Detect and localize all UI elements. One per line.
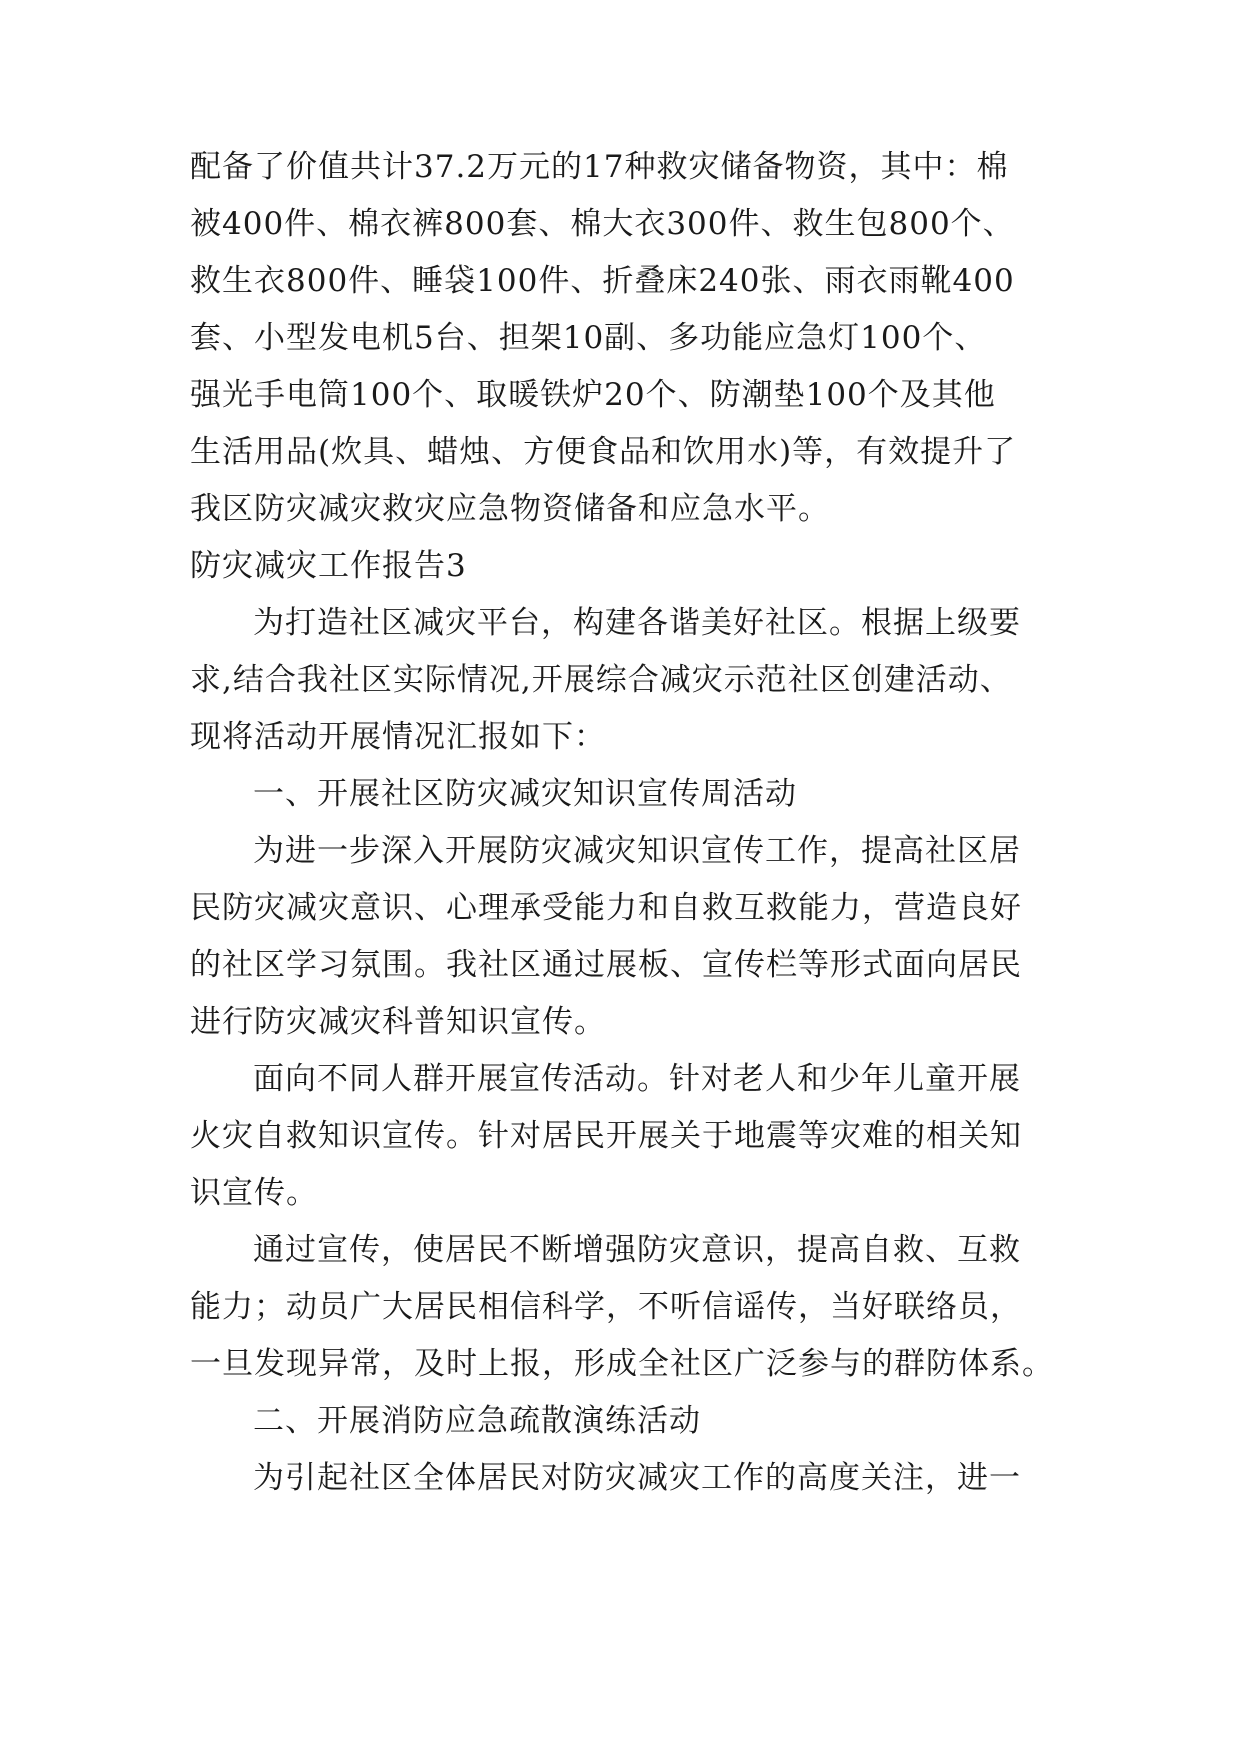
text-line: 一旦发现异常，及时上报，形成全社区广泛参与的群防体系。 <box>190 1346 1054 1382</box>
text-line: 被400件、棉衣裤800套、棉大衣300件、救生包800个、 <box>190 206 1015 242</box>
text-line: 套、小型发电机5台、担架10副、多功能应急灯100个、 <box>190 320 987 356</box>
text-line: 识宣传。 <box>190 1175 318 1211</box>
text-line: 火灾自救知识宣传。针对居民开展关于地震等灾难的相关知 <box>190 1118 1022 1154</box>
text-line: 的社区学习氛围。我社区通过展板、宣传栏等形式面向居民 <box>190 947 1022 983</box>
paragraph-first-line: 通过宣传，使居民不断增强防灾意识，提高自救、互救 <box>253 1232 1021 1268</box>
subsection-heading: 一、开展社区防灾减灾知识宣传周活动 <box>253 776 797 812</box>
section-heading: 防灾减灾工作报告3 <box>190 548 467 584</box>
subsection-heading: 二、开展消防应急疏散演练活动 <box>253 1403 701 1439</box>
text-line: 救生衣800件、睡袋100件、折叠床240张、雨衣雨靴400 <box>190 263 1015 299</box>
text-line: 生活用品(炊具、蜡烛、方便食品和饮用水)等，有效提升了 <box>190 434 1017 470</box>
paragraph-first-line: 为打造社区减灾平台，构建各谐美好社区。根据上级要 <box>253 605 1021 641</box>
paragraph-first-line: 为引起社区全体居民对防灾减灾工作的高度关注，进一 <box>253 1460 1021 1496</box>
paragraph-first-line: 面向不同人群开展宣传活动。针对老人和少年儿童开展 <box>253 1061 1021 1097</box>
text-line: 求,结合我社区实际情况,开展综合减灾示范社区创建活动、 <box>190 662 1012 698</box>
text-line: 能力；动员广大居民相信科学，不听信谣传，当好联络员， <box>190 1289 1022 1325</box>
text-line: 现将活动开展情况汇报如下： <box>190 719 606 755</box>
text-line: 我区防灾减灾救灾应急物资储备和应急水平。 <box>190 491 830 527</box>
text-line: 配备了价值共计37.2万元的17种救灾储备物资，其中：棉 <box>190 149 1009 185</box>
text-line: 民防灾减灾意识、心理承受能力和自救互救能力，营造良好 <box>190 890 1022 926</box>
paragraph-first-line: 为进一步深入开展防灾减灾知识宣传工作，提高社区居 <box>253 833 1021 869</box>
text-line: 进行防灾减灾科普知识宣传。 <box>190 1004 606 1040</box>
text-line: 强光手电筒100个、取暖铁炉20个、防潮垫100个及其他 <box>190 377 996 413</box>
